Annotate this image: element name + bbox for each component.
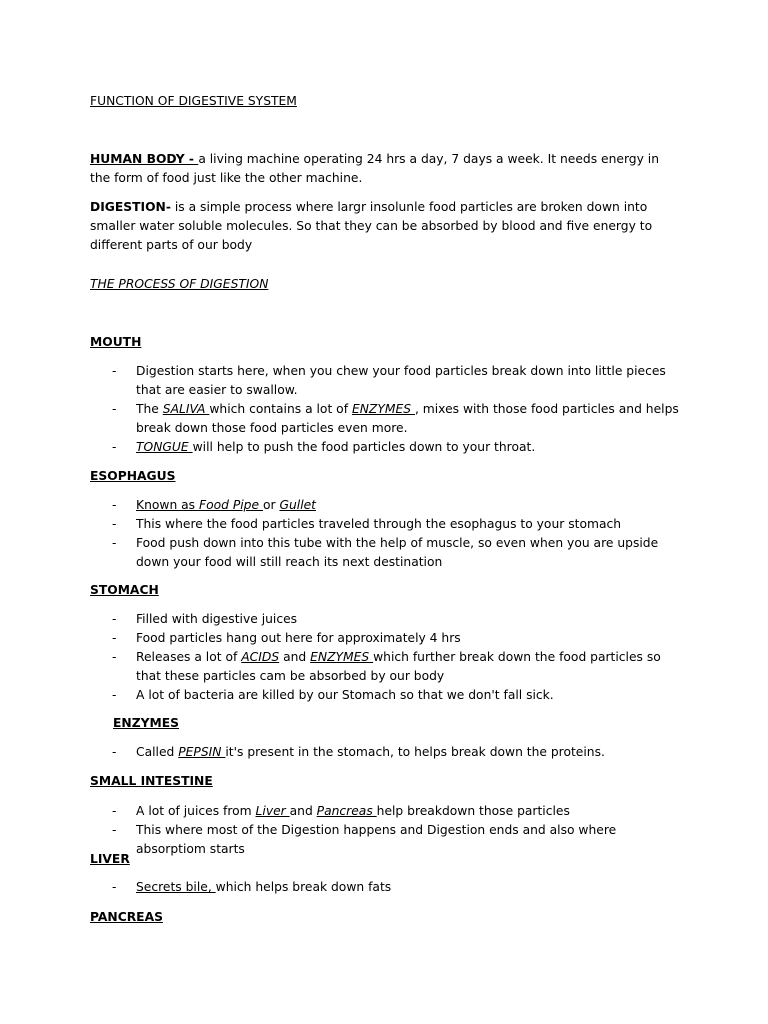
small-intestine-heading: SMALL INTESTINE bbox=[90, 774, 213, 788]
stomach-item-text: Filled with digestive juices bbox=[136, 612, 298, 626]
list-item bbox=[0, 686, 680, 705]
stomach-list bbox=[0, 610, 680, 705]
enzymes-term: ENZYMES bbox=[310, 650, 374, 664]
small-intestine-item-text: This where most of the Digestion happens and Digestion ends and also where absorptiom starts bbox=[136, 823, 617, 856]
list-item bbox=[0, 610, 680, 629]
mouth-item-text: Digestion starts here, when you chew your food particles break down into little pieces that are easier to swallow. bbox=[136, 364, 666, 397]
esophagus-item-text: Known as bbox=[136, 498, 199, 512]
mouth-item-text: which contains a lot of bbox=[209, 402, 352, 416]
liver-list bbox=[0, 878, 680, 897]
human-body-text: a living machine operating 24 hrs a day, 7 days a week. It needs energy in the form of food just like the other machine. bbox=[90, 152, 659, 185]
pepsin-term: PEPSIN bbox=[178, 745, 226, 759]
list-item bbox=[0, 743, 680, 762]
acids-term: ACIDS bbox=[241, 650, 280, 664]
list-item bbox=[0, 362, 680, 400]
digestion-label: DIGESTION- bbox=[90, 200, 171, 214]
enzymes-heading: ENZYMES bbox=[113, 716, 180, 730]
liver-item-text: which helps break down fats bbox=[215, 880, 392, 894]
stomach-item-text: Food particles hang out here for approximately 4 hrs bbox=[136, 631, 461, 645]
small-intestine-item-text: help breakdown those particles bbox=[376, 804, 570, 818]
stomach-item-text: which further break down the food particles so that these particles cam be absorbed by our body bbox=[136, 650, 661, 683]
human-body-paragraph bbox=[90, 150, 680, 188]
pancreas-term: Pancreas bbox=[316, 804, 377, 818]
tongue-term: TONGUE bbox=[136, 440, 193, 454]
list-item bbox=[0, 648, 680, 686]
secrets-bile-term: Secrets bile, bbox=[136, 880, 216, 894]
list-item bbox=[0, 496, 680, 515]
liver-heading: LIVER bbox=[90, 852, 130, 866]
digestion-text: is a simple process where largr insolunle food particles are broken down into smaller water soluble molecules. So that they can be absorbed by blood and five energy to different parts of our body bbox=[90, 200, 653, 252]
esophagus-list bbox=[0, 496, 680, 572]
stomach-item-text: and bbox=[279, 650, 311, 664]
document-title: FUNCTION OF DIGESTIVE SYSTEM bbox=[90, 94, 297, 108]
list-item bbox=[0, 400, 680, 438]
small-intestine-item-text: and bbox=[289, 804, 317, 818]
stomach-item-text: A lot of bacteria are killed by our Stomach so that we don't fall sick. bbox=[136, 688, 554, 702]
mouth-item-text: , mixes with those food particles and helps break down those food particles even more. bbox=[136, 402, 679, 435]
gullet-term: Gullet bbox=[279, 498, 316, 512]
human-body-label: HUMAN BODY - bbox=[90, 152, 199, 166]
liver-term: Liver bbox=[255, 804, 290, 818]
enzymes-item-text: it's present in the stomach, to helps break down the proteins. bbox=[225, 745, 605, 759]
digestion-paragraph bbox=[90, 198, 680, 255]
saliva-term: SALIVA bbox=[162, 402, 210, 416]
mouth-list bbox=[0, 362, 680, 457]
enzymes-list bbox=[0, 743, 680, 762]
list-item bbox=[0, 515, 680, 534]
list-item bbox=[0, 878, 680, 897]
mouth-heading: MOUTH bbox=[90, 335, 142, 349]
esophagus-item-text: Food push down into this tube with the help of muscle, so even when you are upside down your food will still reach its next destination bbox=[136, 536, 659, 569]
enzymes-item-text: Called bbox=[136, 745, 179, 759]
small-intestine-item-text: A lot of juices from bbox=[136, 804, 256, 818]
list-item bbox=[0, 802, 680, 821]
list-item bbox=[0, 438, 680, 457]
esophagus-item-text: or bbox=[262, 498, 280, 512]
stomach-item-text: Releases a lot of bbox=[136, 650, 242, 664]
enzymes-term: ENZYMES bbox=[351, 402, 415, 416]
list-item bbox=[0, 534, 680, 572]
process-heading: THE PROCESS OF DIGESTION bbox=[90, 277, 269, 291]
list-item bbox=[0, 629, 680, 648]
mouth-item-text: The bbox=[136, 402, 163, 416]
stomach-heading: STOMACH bbox=[90, 583, 159, 597]
esophagus-item-text: This where the food particles traveled through the esophagus to your stomach bbox=[136, 517, 622, 531]
pancreas-heading: PANCREAS bbox=[90, 910, 163, 924]
mouth-item-text: will help to push the food particles down to your throat. bbox=[192, 440, 536, 454]
esophagus-heading: ESOPHAGUS bbox=[90, 469, 176, 483]
food-pipe-term: Food Pipe bbox=[199, 498, 263, 512]
